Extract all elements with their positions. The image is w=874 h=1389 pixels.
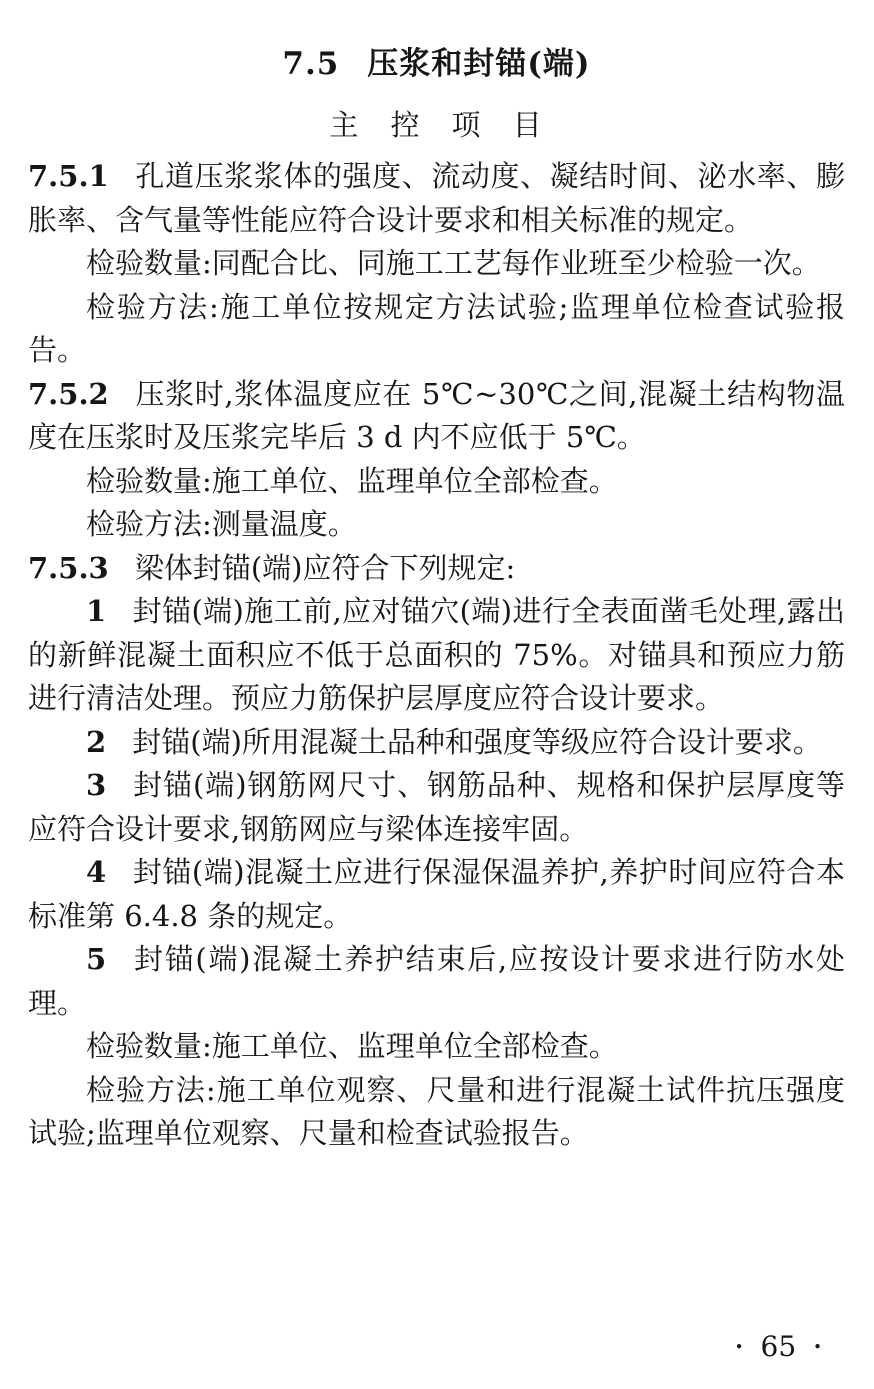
list-item-1: [28, 590, 845, 721]
clause-text: 梁体封锚(端)应符合下列规定:: [134, 550, 516, 585]
clause-number: 7.5.2: [28, 376, 109, 411]
section-number: 7.5: [282, 46, 340, 82]
inspection-method-paragraph: 检验方法:施工单位按规定方法试验;监理单位检查试验报告。: [28, 289, 845, 367]
item-text: 封锚(端)所用混凝土品种和强度等级应符合设计要求。: [132, 724, 822, 759]
clause-number: 7.5.3: [28, 550, 109, 585]
document-body: [28, 155, 845, 1156]
section-title: [28, 46, 845, 82]
page-number: 65: [760, 1330, 797, 1363]
list-item-4: [28, 851, 845, 938]
inspection-method-paragraph: 检验方法:测量温度。: [86, 507, 357, 541]
item-text: 封锚(端)钢筋网尺寸、钢筋品种、规格和保护层厚度等应符合设计要求,钢筋网应与梁体连接牢固。: [28, 768, 845, 846]
item-number: 4: [86, 855, 107, 889]
list-item-2: [28, 721, 845, 765]
footer-dot-right: •: [813, 1338, 822, 1356]
subsection-heading: 主 控 项 目: [329, 108, 544, 142]
item-text: 封锚(端)施工前,应对锚穴(端)进行全表面凿毛处理,露出的新鲜混凝土面积应不低于总面积的 75%。对锚具和预应力筋进行清洁处理。预应力筋保护层厚度应符合设计要求。: [28, 594, 845, 715]
item-number: 2: [86, 724, 107, 759]
inspection-quantity-paragraph: 检验数量:同配合比、同施工工艺每作业班至少检验一次。: [86, 246, 821, 280]
clause-7-5-1: [28, 155, 845, 242]
clause-7-5-2: [28, 373, 845, 460]
list-item-5: [28, 938, 845, 1025]
page-footer: [735, 1332, 822, 1362]
clause-7-5-3: [28, 547, 845, 591]
clause-text: 压浆时,浆体温度应在 5℃~30℃之间,混凝土结构物温度在压浆时及压浆完毕后 3 d 内不应低于 5℃。: [28, 376, 845, 454]
item-number: 5: [86, 942, 107, 976]
inspection-quantity-paragraph: 检验数量:施工单位、监理单位全部检查。: [86, 463, 618, 498]
section-title-text: 压浆和封锚(端): [367, 46, 591, 82]
item-number: 1: [86, 594, 107, 628]
clause-text: 孔道压浆浆体的强度、流动度、凝结时间、泌水率、膨胀率、含气量等性能应符合设计要求和相关标准的规定。: [28, 159, 845, 237]
clause-number: 7.5.1: [28, 159, 109, 193]
inspection-quantity-paragraph: 检验数量:施工单位、监理单位全部检查。: [86, 1029, 618, 1063]
footer-dot-left: •: [734, 1338, 744, 1356]
item-text: 封锚(端)混凝土应进行保湿保温养护,养护时间应符合本标准第 6.4.8 条的规定。: [28, 855, 845, 933]
document-page: [0, 46, 874, 1156]
inspection-method-paragraph: 检验方法:施工单位观察、尺量和进行混凝土试件抗压强度试验;监理单位观察、尺量和检查试验报告。: [28, 1072, 845, 1150]
list-item-3: [28, 764, 845, 851]
item-number: 3: [86, 768, 107, 802]
item-text: 封锚(端)混凝土养护结束后,应按设计要求进行防水处理。: [28, 942, 845, 1020]
